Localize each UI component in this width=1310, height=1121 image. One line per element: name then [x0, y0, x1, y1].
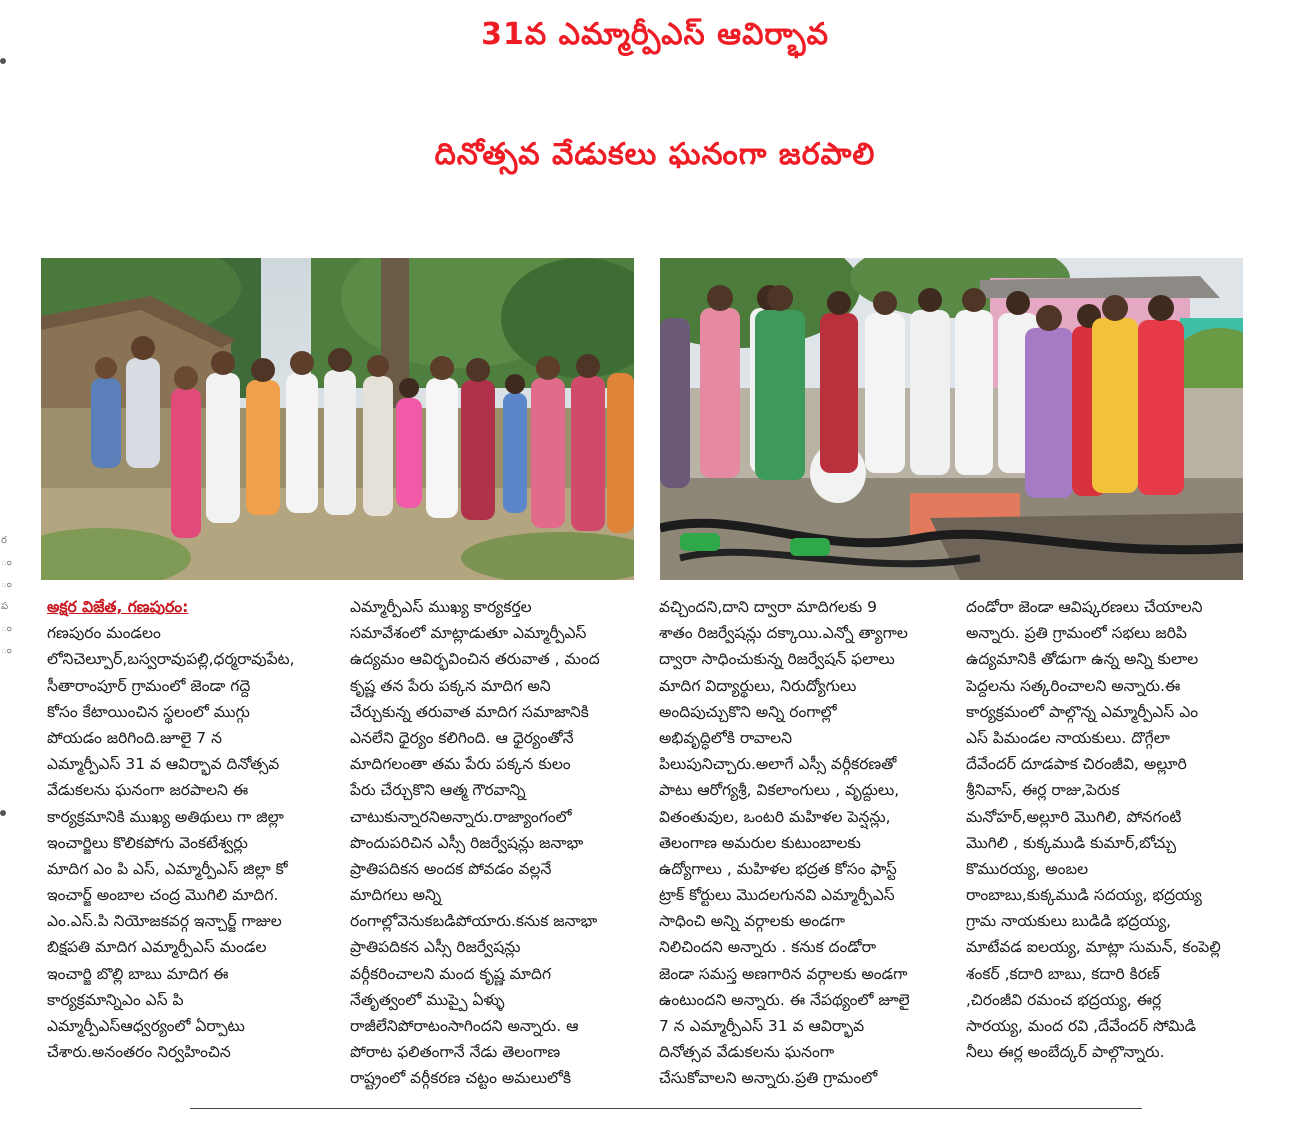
text-line: వర్గీకరించాలని మంద కృష్ణ మాదిగ [350, 964, 551, 983]
text-line: కోసం కేటాయించిన స్థలంలో ముగ్గు [47, 702, 250, 721]
text-line: పాటు ఆరోగ్యశ్రీ, వికలాంగులు , వృద్దులు, [659, 781, 900, 800]
text-line: కార్యక్రమానికి ముఖ్య అతిథులు గా జిల్లా [47, 807, 284, 826]
text-line: కొమురయ్య, అంబల [966, 859, 1089, 878]
text-line: మాదిగ విద్యార్థులు, నిరుద్యోగులు [659, 676, 857, 695]
article-column-1 [47, 594, 322, 1065]
text-line: పోరాట ఫలితంగానే నేడు తెలంగాణ [350, 1043, 561, 1062]
text-line: దేవేందర్ దూడపాక చిరంజీవి, అల్లూరి [966, 755, 1187, 774]
headline-line-2: దినోత్సవ వేడుకలు ఘనంగా జరపాలి [434, 137, 876, 172]
text-line: కృష్ణ తన పేరు పక్కన మాదిగ అని [350, 676, 551, 695]
text-line: గణపురం మండలం [47, 624, 161, 643]
margin-mark [0, 810, 6, 816]
text-line: ,చిరంజీవి రమంచ భద్రయ్య, ఈర్ల [966, 990, 1162, 1009]
article-column-3 [659, 594, 939, 1092]
text-line: ఇంచార్జిలు కొలికపోగు వెంకటేశ్వర్లు [47, 833, 248, 852]
text-line: మాదిగలు అన్ని [350, 886, 442, 905]
text-line: ఎస్ పిమండల నాయకులు. దొగ్గేలా [966, 728, 1170, 747]
margin-glyph: ం [1, 557, 12, 568]
text-line: నిలిచిందని అన్నారు . కనుక దండోరా [659, 938, 877, 957]
text-line: చేర్చుకున్న తరువాత మాదిగ సమాజానికి [350, 702, 589, 721]
text-line: కార్యక్రమంలో పాల్గొన్న ఎమ్మార్పీఎస్ ఎం [966, 702, 1199, 721]
text-line: సారయ్య, మంద రవి ,దేవేందర్ సోమిడి [966, 1017, 1197, 1035]
text-line: ప్రాతిపదికన అందక పోవడం వల్లనే [350, 859, 552, 878]
text-line: ఇంచార్జ్ అంబాల చంద్ర మొగిలి మాదిగ. [47, 886, 279, 905]
text-line: లోనిచెల్పూర్,బస్వరావుపల్లి,ధర్మరావుపేట, [47, 650, 295, 669]
text-line: చేశారు.అనంతరం నిర్వహించిన [47, 1043, 231, 1062]
text-line: ఎమ్మార్పీఎస్ ముఖ్య కార్యకర్తల [350, 598, 532, 616]
text-line: ఉద్యమం ఆవిర్భవించిన తరువాత , మంద [350, 650, 600, 669]
text-line: జెండా సమస్త అణగారిన వర్గాలకు అండగా [659, 964, 908, 983]
text-line: పేరు చేర్చుకొని ఆత్మ గౌరవాన్ని [350, 781, 526, 800]
article-column-2 [350, 594, 640, 1092]
text-line: సీతారాంపూర్ గ్రామంలో జెండా గద్దె [47, 676, 251, 695]
margin-glyph: ం [1, 645, 12, 656]
margin-glyph: ం [1, 623, 12, 634]
text-line: ఉద్యమానికి తోడుగా ఉన్న అన్ని కులాల [966, 650, 1199, 669]
text-line: ఎమ్మార్పీఎస్ 31 వ ఆవిర్భావ దినోత్సవ [47, 755, 280, 774]
margin-glyph: ం [1, 579, 12, 590]
text-line: బిక్షపతి మాదిగ ఎమ్మార్పీఎస్ మండల [47, 938, 267, 957]
text-line: ద్వారా సాధించుకున్న రిజర్వేషన్ ఫలాలు [659, 650, 895, 669]
headline-line-1: 31వ ఎమ్మార్పీఎస్ ఆవిర్భావ [481, 17, 829, 52]
text-line: రంగాల్లోవెనుకబడిపోయారు.కనుక జనాభా [350, 912, 598, 931]
text-line: సాధించి అన్ని వర్గాలకు అండగా [659, 912, 845, 931]
text-line: రాంబాబు,కుక్కముడి సదయ్య, భద్రయ్య [966, 886, 1202, 905]
text-line: మొగిలి , కుక్కముడి కుమార్,బోచ్చు [966, 833, 1177, 852]
text-line: 7 న ఎమ్మార్పీఎస్ 31 వ ఆవిర్భావ [659, 1017, 865, 1035]
text-line: ఉంటుందని అన్నారు. ఈ నేపథ్యంలో జూలై [659, 990, 910, 1009]
text-line: దండోరా జెండా ఆవిష్కరణలు చేయాలని [966, 598, 1203, 616]
group-photo-right [660, 258, 1243, 580]
text-line: ఎనలేని ధైర్యం కలిగింది. ఆ ధైర్యంతోనే [350, 728, 574, 747]
text-line: మాటేవడ ఐలయ్య, మాట్లా సుమన్, కంపెల్లి [966, 938, 1221, 957]
text-line: తెలంగాణ అమరుల కుటుంబాలకు [659, 833, 861, 852]
byline: అక్షర విజేత, గణపురం: [47, 598, 189, 616]
text-line: అన్నారు. ప్రతి గ్రామంలో సభలు జరిపి [966, 624, 1187, 643]
text-line: పోయడం జరిగింది.జూలై 7 న [47, 728, 222, 747]
text-line: ఎం.ఎస్.పి నియోజకవర్గ ఇన్చార్జ్ గాజుల [47, 912, 282, 931]
text-line: ప్రాతిపదికన ఎస్సీ రిజర్వేషన్లు [350, 938, 521, 957]
group-photo-left [41, 258, 634, 580]
text-line: పెద్దలను సత్కరించాలని అన్నారు.ఈ [966, 676, 1181, 695]
text-line: శంకర్ ,కదారి బాబు, కదారి కిరణ్ [966, 964, 1160, 983]
margin-text [1, 530, 11, 662]
text-line: మాదిగ ఎం పి ఎస్, ఎమ్మార్పీఎస్ జిల్లా కో [47, 859, 288, 878]
margin-glyph: ర [1, 535, 7, 546]
margin-glyph: ప [1, 601, 9, 612]
text-line: ఎమ్మార్పీఎస్ఆధ్వర్యంలో ఏర్పాటు [47, 1017, 245, 1035]
text-line: చాటుకున్నారనిఅన్నారు.రాజ్యాంగంలో [350, 807, 572, 826]
text-line: పిలుపునిచ్చారు.అలాగే ఎస్సీ వర్గీకరణతో [659, 755, 897, 774]
text-line: నీలు ఈర్ల అంబేద్కర్ పాల్గొన్నారు. [966, 1043, 1165, 1062]
text-line: రాజీలేనిపోరాటంసాగిందని అన్నారు. ఆ [350, 1017, 579, 1035]
text-line: సమావేశంలో మాట్లాడుతూ ఎమ్మార్పీఎస్ [350, 624, 587, 643]
text-line: ఉద్యోగాలు , మహిళల భద్రత కోసం ఫాస్ట్ [659, 859, 897, 878]
text-line: మాదిగలంతా తమ పేరు పక్కన కులం [350, 755, 571, 774]
text-line: అందిపుచ్చుకొని అన్ని రంగాల్లో [659, 702, 837, 721]
text-line: రాష్ట్రంలో వర్గీకరణ చట్టం అమలులోకి [350, 1069, 572, 1088]
text-line: మనోహర్,అల్లూరి మొగిలి, పోనగంటి [966, 807, 1182, 826]
text-line: శ్రీనివాస్, ఈర్ల రాజు,పెరుక [966, 781, 1120, 800]
text-line: గ్రామ నాయకులు బుడిడి భద్రయ్య, [966, 912, 1172, 931]
text-line: శాతం రిజర్వేషన్లు దక్కాయి.ఎన్నో త్యాగాల [659, 624, 908, 643]
text-line: దినోత్సవ వేడుకలను ఘనంగా [659, 1043, 835, 1062]
margin-mark [0, 58, 6, 64]
text-line: కార్యక్రమాన్నిఎం ఎస్ పి [47, 990, 184, 1009]
text-line: చేసుకోవాలని అన్నారు.ప్రతి గ్రామంలో [659, 1069, 878, 1088]
text-line: వచ్చిందని,దాని ద్వారా మాదిగలకు 9 [659, 598, 878, 616]
text-line: వితంతువుల, ఒంటరి మహిళల పెన్షన్లు, [659, 807, 891, 826]
bottom-rule [190, 1108, 1142, 1109]
text-line: ట్రాక్ కోర్టులు మొదలగునవి ఎమ్మార్పీఎస్ [659, 886, 895, 905]
text-line: అభివృద్ధిలోకి రావాలని [659, 728, 793, 747]
text-line: ఇంచార్జి బొల్లి బాబు మాదిగ ఈ [47, 964, 229, 983]
text-line: పొందుపరిచిన ఎస్సీ రిజర్వేషన్లు జనాభా [350, 833, 584, 852]
article-column-4 [966, 594, 1246, 1065]
text-line: నేతృత్వంలో ముప్పై ఏళ్ళు [350, 990, 505, 1009]
text-line: వేడుకలను ఘనంగా జరపాలని ఈ [47, 781, 249, 800]
